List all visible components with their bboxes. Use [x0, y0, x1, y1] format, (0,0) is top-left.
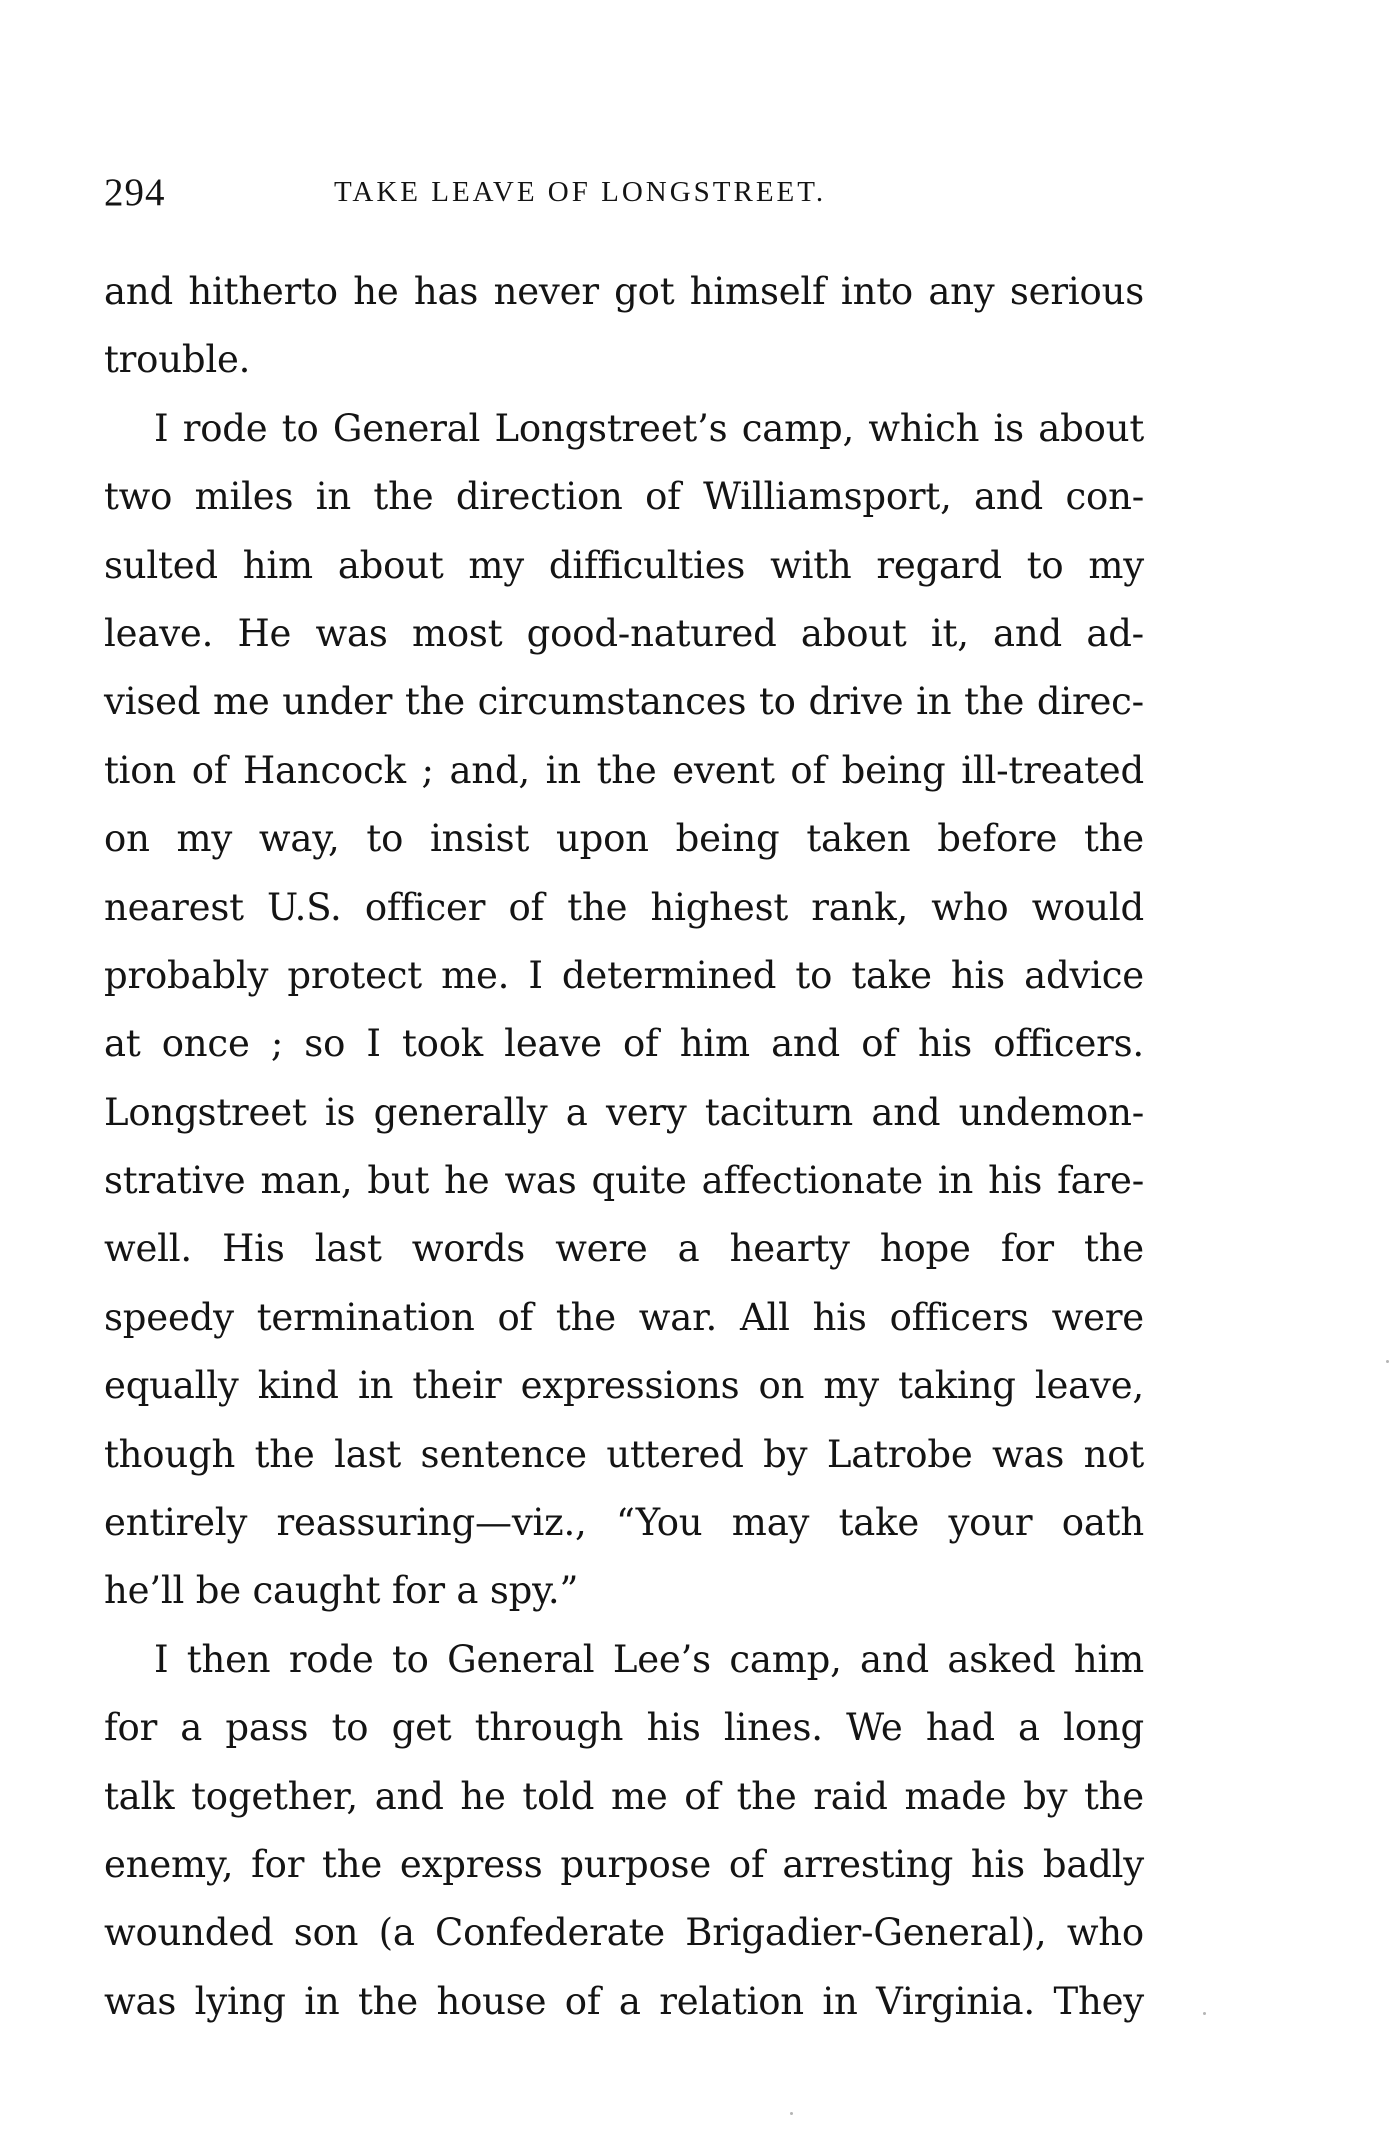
text-line: Longstreet is generally a very taciturn and undemon-: [104, 1090, 1144, 1134]
text-line: wounded son (a Confederate Brigadier-General), who: [104, 1911, 1144, 1955]
text-line: and hitherto he has never got himself into any serious: [104, 270, 1144, 313]
text-line: he’ll be caught for a spy.”: [104, 1569, 579, 1613]
paper-speck: [1203, 2012, 1206, 2015]
body-text: [104, 258, 1144, 2036]
text-line: sulted him about my difficulties with regard to my: [104, 543, 1144, 587]
paper-speck: [1386, 1360, 1389, 1363]
text-line: talk together, and he told me of the raid made by the: [104, 1774, 1144, 1818]
text-line: at once ; so I took leave of him and of his officers.: [104, 1022, 1144, 1066]
text-line: vised me under the circumstances to drive in the direc-: [104, 680, 1144, 724]
text-line: was lying in the house of a relation in Virginia. They: [104, 1979, 1144, 2023]
running-title: TAKE LEAVE OF LONGSTREET.: [334, 176, 827, 208]
text-line: enemy, for the express purpose of arresting his badly: [104, 1842, 1144, 1886]
text-line: equally kind in their expressions on my taking leave,: [104, 1364, 1144, 1408]
text-line: tion of Hancock ; and, in the event of being ill-treated: [104, 748, 1144, 792]
text-line: strative man, but he was quite affectionate in his fare-: [104, 1159, 1144, 1203]
text-line: probably protect me. I determined to take his advice: [104, 953, 1144, 997]
paper-speck: [790, 2112, 793, 2115]
text-line: I rode to General Longstreet’s camp, which is about: [154, 406, 1144, 450]
text-line: though the last sentence uttered by Latrobe was not: [104, 1432, 1144, 1476]
text-line: speedy termination of the war. All his officers were: [104, 1295, 1144, 1339]
text-line: for a pass to get through his lines. We had a long: [104, 1706, 1144, 1750]
text-line: I then rode to General Lee’s camp, and asked him: [154, 1637, 1144, 1681]
running-head: [104, 170, 1144, 230]
text-line: trouble.: [104, 338, 251, 382]
text-line: on my way, to insist upon being taken before the: [104, 817, 1144, 861]
text-line: entirely reassuring—viz., “You may take your oath: [104, 1501, 1144, 1545]
text-line: well. His last words were a hearty hope for the: [104, 1227, 1144, 1271]
text-line: nearest U.S. officer of the highest rank, who would: [104, 885, 1144, 929]
text-line: two miles in the direction of Williamsport, and con-: [104, 475, 1144, 519]
page-number: 294: [104, 171, 166, 214]
text-line: leave. He was most good-natured about it, and ad-: [104, 611, 1144, 655]
